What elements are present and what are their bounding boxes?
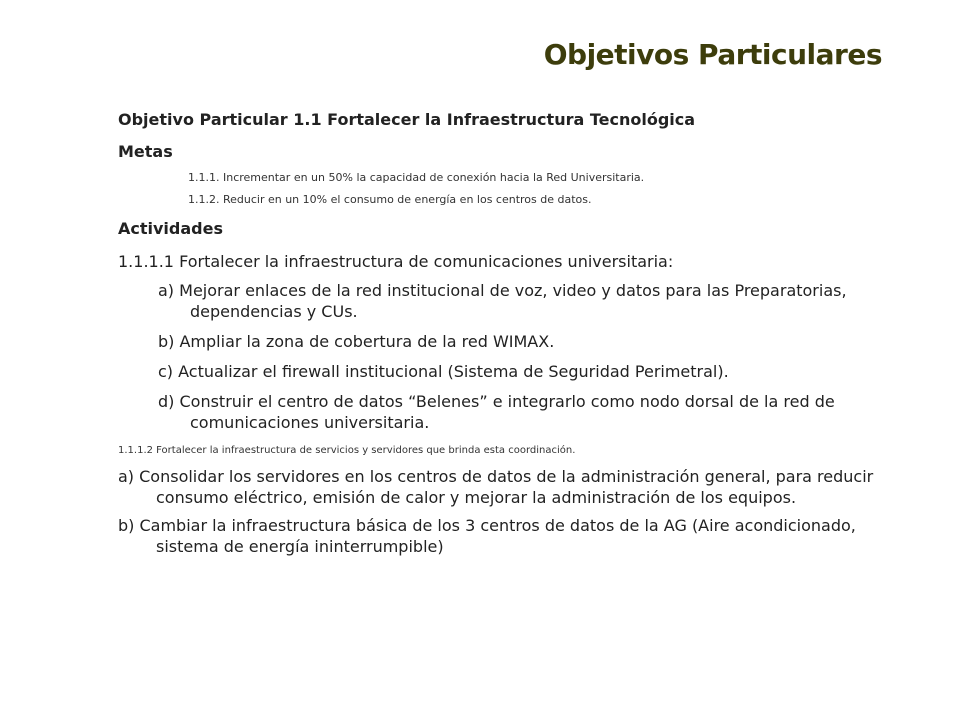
meta-item: 1.1.1. Incrementar en un 50% la capacidad de conexión hacia la Red Universitaria.: [188, 171, 645, 184]
activity-item: c) Actualizar el firewall institucional (Sistema de Seguridad Perimetral).: [158, 362, 729, 381]
activity-item: d) Construir el centro de datos “Belenes” e integrarlo como nodo dorsal de la red de comunicaciones universitaria.: [158, 392, 835, 432]
slide-title: Objetivos Particulares: [543, 38, 882, 71]
activity-item: b) Cambiar la infraestructura básica de los 3 centros de datos de la AG (Aire acondicionado, sistema de energía ininterrumpible): [118, 516, 856, 556]
activity-title: 1.1.1.1 Fortalecer la infraestructura de comunicaciones universitaria:: [118, 252, 674, 271]
activity-item: b) Ampliar la zona de cobertura de la red WIMAX.: [158, 332, 555, 351]
meta-item: 1.1.2. Reducir en un 10% el consumo de energía en los centros de datos.: [188, 193, 592, 206]
activity-title-small: 1.1.1.2 Fortalecer la infraestructura de servicios y servidores que brinda esta coordinación.: [118, 445, 576, 456]
actividades-heading: Actividades: [118, 219, 223, 238]
activity-item: a) Consolidar los servidores en los centros de datos de la administración general, para reducir consumo eléctrico, emisión de calor y mejorar la administración de los equipos.: [118, 467, 874, 507]
objective-heading: Objetivo Particular 1.1 Fortalecer la Infraestructura Tecnológica: [118, 110, 696, 129]
metas-heading: Metas: [118, 142, 173, 161]
activity-item: a) Mejorar enlaces de la red institucional de voz, video y datos para las Preparatorias, dependencias y CUs.: [158, 281, 847, 321]
slide-content: [118, 110, 878, 557]
